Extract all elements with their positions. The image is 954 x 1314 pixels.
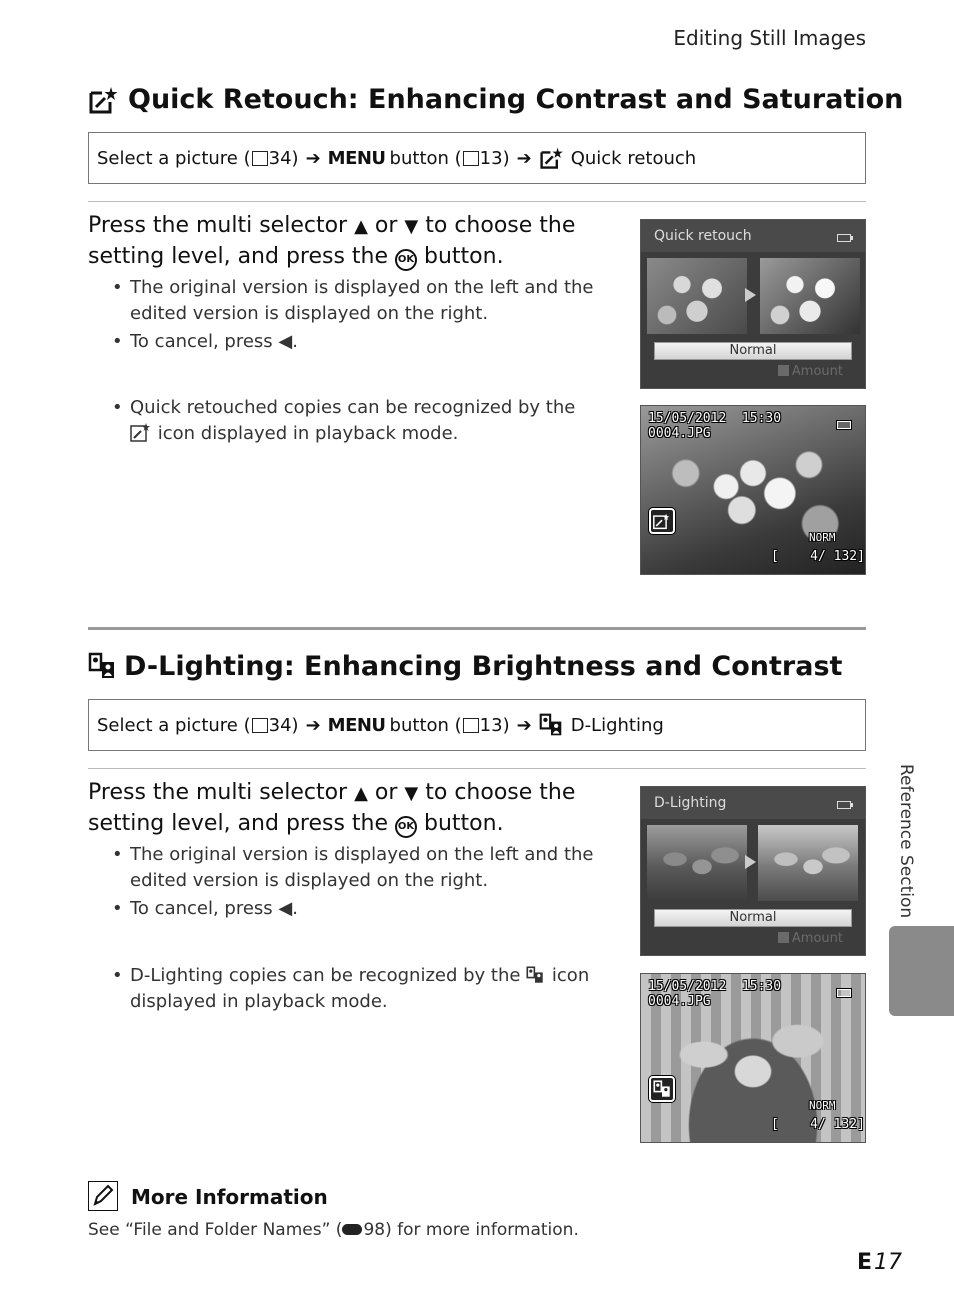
level-slider: Normal	[654, 342, 852, 360]
divider	[88, 201, 866, 202]
bullet-item	[130, 395, 600, 447]
section-title-text: Quick Retouch: Enhancing Contrast and Saturation	[128, 84, 904, 115]
down-arrow-icon: ▼	[404, 216, 419, 237]
step-text: to choose the setting level, and press the	[88, 213, 576, 269]
step-text: or	[367, 213, 405, 238]
page-ref: 13	[479, 147, 503, 169]
procedure-text: button (	[389, 147, 462, 169]
divider	[88, 768, 866, 769]
page-prefix: E	[856, 1250, 872, 1275]
page-number-text: 17	[874, 1250, 902, 1275]
edited-thumbnail	[758, 825, 858, 901]
amount-label	[778, 931, 843, 946]
bullet-item: • The original version is displayed on the left and the edited version is displayed on the right.	[130, 275, 600, 327]
camera-screen-d-lighting	[640, 786, 866, 956]
arrow-right-icon: ➔	[516, 714, 532, 736]
arrow-right-icon: ➔	[305, 147, 321, 169]
note-text: Quick retouched copies can be recognized by the	[130, 397, 576, 418]
procedure-text: button (	[389, 714, 462, 736]
bullet-item: • To cancel, press ◀.	[130, 896, 600, 922]
menu-button-label: MENU	[327, 147, 386, 169]
side-tab	[889, 926, 954, 1016]
bullet-item	[130, 963, 600, 1015]
amount-label	[778, 364, 843, 379]
screen-title: Quick retouch	[654, 228, 752, 244]
playback-screen-quick-retouch	[640, 405, 866, 575]
original-thumbnail	[647, 825, 747, 901]
d-lighting-playback-icon	[649, 1076, 675, 1102]
up-arrow-icon: ▲	[354, 216, 368, 237]
running-head: Editing Still Images	[673, 26, 866, 50]
amount-text: Amount	[791, 931, 843, 946]
page-number	[857, 1250, 902, 1275]
note-text: icon displayed in playback mode.	[130, 965, 590, 1012]
page-ref: 13	[479, 714, 503, 736]
battery-icon	[837, 989, 851, 997]
battery-icon	[837, 801, 851, 809]
quick-retouch-playback-icon	[649, 508, 675, 534]
pencil-note-icon	[88, 1181, 118, 1211]
playback-filename: 0004.JPG	[648, 426, 711, 441]
battery-icon	[837, 421, 851, 429]
page-ref: 98	[363, 1220, 386, 1240]
more-info-text-part: See “File and Folder Names” (	[88, 1220, 343, 1240]
frame-counter: [ 4/ 132]	[771, 1117, 865, 1132]
procedure-text: Select a picture (	[97, 714, 251, 736]
book-icon	[252, 151, 268, 166]
down-arrow-icon: ▼	[404, 783, 419, 804]
ok-button-icon: OK	[395, 249, 417, 271]
side-tab-label: Reference Section	[896, 764, 916, 919]
page-ref: 34	[268, 714, 292, 736]
playback-screen-d-lighting	[640, 973, 866, 1143]
original-thumbnail	[647, 258, 747, 334]
arrow-right-icon: ➔	[305, 714, 321, 736]
arrow-right-icon	[745, 855, 756, 869]
note-text: D-Lighting copies can be recognized by the	[130, 965, 527, 986]
reference-section-icon	[342, 1224, 362, 1235]
d-lighting-playback-icon	[526, 966, 546, 986]
ok-button-icon: OK	[395, 816, 417, 838]
bullet-item: • The original version is displayed on the left and the edited version is displayed on the right.	[130, 842, 600, 894]
d-lighting-icon	[88, 652, 116, 682]
step-text: Press the multi selector	[88, 213, 355, 238]
more-info-text	[88, 1220, 579, 1240]
book-icon	[252, 718, 268, 733]
quick-retouch-icon	[88, 85, 120, 115]
step-text: button.	[417, 244, 504, 269]
procedure-text: )	[291, 714, 299, 736]
section-title-quick-retouch	[88, 84, 903, 115]
more-info-text-part: ) for more information.	[385, 1220, 579, 1240]
procedure-target: D-Lighting	[570, 714, 664, 736]
edited-thumbnail	[760, 258, 860, 334]
amount-text: Amount	[791, 364, 843, 379]
level-slider: Normal	[654, 909, 852, 927]
playback-date: 15/05/2012 15:30	[648, 979, 782, 994]
quick-retouch-icon	[539, 146, 565, 170]
procedure-text: Select a picture (	[97, 147, 251, 169]
procedure-text: )	[502, 714, 510, 736]
camera-screen-quick-retouch	[640, 219, 866, 389]
updown-icon	[778, 365, 789, 376]
updown-icon	[778, 932, 789, 943]
frame-counter: [ 4/ 132]	[771, 549, 865, 564]
image-quality-indicator: NORM	[809, 1099, 836, 1112]
step-instruction	[88, 778, 608, 839]
bullet-item: • To cancel, press ◀.	[130, 329, 600, 355]
battery-icon	[837, 234, 851, 242]
procedure-text: )	[502, 147, 510, 169]
section-title-text: D-Lighting: Enhancing Brightness and Contrast	[124, 651, 843, 682]
procedure-box	[88, 132, 866, 184]
book-icon	[463, 151, 479, 166]
playback-date: 15/05/2012 15:30	[648, 411, 782, 426]
step-text: Press the multi selector	[88, 780, 355, 805]
arrow-right-icon	[745, 288, 756, 302]
arrow-right-icon: ➔	[516, 147, 532, 169]
procedure-target: Quick retouch	[570, 147, 697, 169]
procedure-box	[88, 699, 866, 751]
note-text: icon displayed in playback mode.	[152, 423, 459, 444]
section-title-d-lighting	[88, 651, 842, 682]
section-divider	[88, 627, 866, 630]
screen-title: D-Lighting	[654, 795, 727, 811]
up-arrow-icon: ▲	[354, 783, 368, 804]
step-text: button.	[417, 811, 504, 836]
image-quality-indicator: NORM	[809, 531, 836, 544]
step-text: or	[367, 780, 405, 805]
step-text: to choose the setting level, and press the	[88, 780, 576, 836]
step-instruction	[88, 211, 608, 272]
playback-filename: 0004.JPG	[648, 994, 711, 1009]
more-info-title: More Information	[131, 1185, 328, 1209]
quick-retouch-playback-icon	[130, 422, 152, 442]
page-ref: 34	[268, 147, 292, 169]
procedure-text: )	[291, 147, 299, 169]
book-icon	[463, 718, 479, 733]
menu-button-label: MENU	[327, 714, 386, 736]
d-lighting-icon	[539, 713, 565, 737]
